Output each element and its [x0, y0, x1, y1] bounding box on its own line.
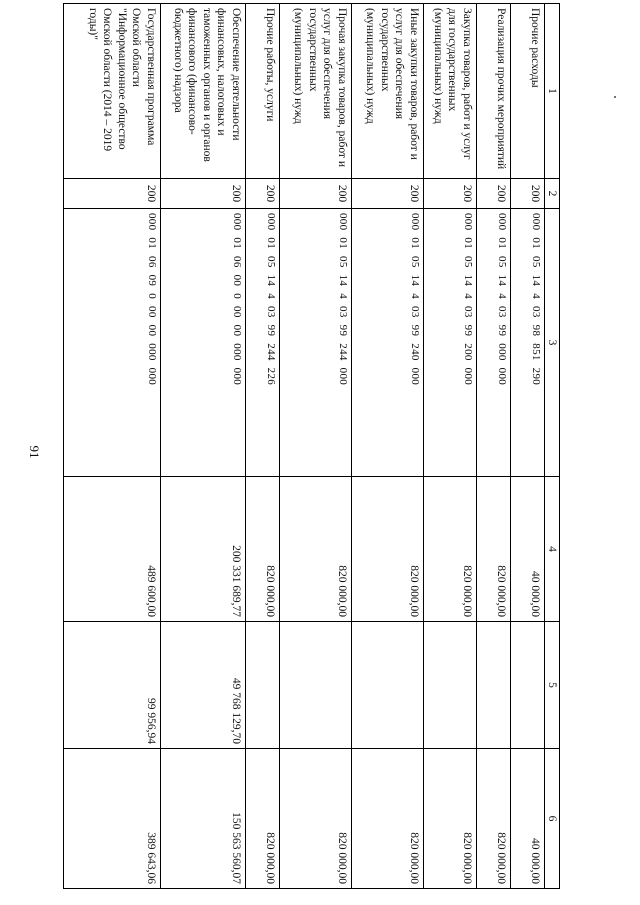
admin-code-cell: 200: [423, 179, 476, 209]
amount-cell-c5: [510, 622, 544, 749]
code-segment: 03: [529, 306, 542, 318]
code-segment: 000: [230, 367, 243, 386]
amount-cell-c6: 40 000,00: [510, 749, 544, 889]
code-segment: 99: [495, 324, 508, 337]
code-segment: 01: [264, 237, 277, 250]
admin-code-cell: 200: [160, 179, 245, 209]
code-segment: 06: [145, 256, 158, 268]
code-segment: 4: [495, 293, 508, 300]
amount-cell-c6: 150 563 560,07: [160, 749, 245, 889]
code-segment: 03: [461, 306, 474, 318]
code-segment: 03: [336, 306, 349, 318]
amount-cell-c6: 820 000,00: [245, 749, 279, 889]
code-segment: 14: [461, 274, 474, 287]
code-segment: 000: [408, 213, 421, 231]
code-segment: 226: [264, 367, 277, 386]
code-segment: 99: [408, 324, 421, 337]
code-segment: 000: [230, 343, 243, 361]
code-segment: 200: [461, 343, 474, 361]
code-segment: 000: [230, 213, 243, 231]
code-segment: 000: [461, 213, 474, 231]
table-row: [63, 4, 160, 889]
code-segment: 000: [336, 213, 349, 231]
budget-code-cell: [245, 209, 279, 477]
code-segment: 03: [264, 306, 277, 318]
code-segment: 0: [230, 293, 243, 300]
rotated-table-container: [60, 3, 560, 888]
code-segment: 01: [461, 237, 474, 250]
header-cell: 3: [544, 209, 559, 477]
header-cell: 4: [544, 477, 559, 622]
amount-cell-c4: 820 000,00: [423, 477, 476, 622]
code-segment: 99: [461, 324, 474, 337]
code-segment: 14: [336, 274, 349, 287]
code-segment: 290: [529, 367, 542, 386]
budget-code-cell: [351, 209, 423, 477]
code-segment: 000: [264, 213, 277, 231]
code-segment: 14: [408, 274, 421, 287]
table-row: [279, 4, 351, 889]
code-segment: 00: [145, 306, 158, 318]
admin-code-cell: 200: [351, 179, 423, 209]
code-segment: 05: [495, 256, 508, 268]
table-row: [160, 4, 245, 889]
budget-code-cell: [510, 209, 544, 477]
code-segment: 00: [230, 274, 243, 287]
amount-cell-c5: [423, 622, 476, 749]
amount-cell-c4: 820 000,00: [279, 477, 351, 622]
expenditure-table: [63, 3, 560, 889]
code-segment: 05: [408, 256, 421, 268]
scan-speck: [614, 96, 616, 98]
code-segment: 4: [529, 293, 542, 300]
code-segment: 98: [529, 324, 542, 337]
code-segment: 14: [264, 274, 277, 287]
budget-code-cell: [423, 209, 476, 477]
code-segment: 99: [264, 324, 277, 337]
code-segment: 000: [408, 367, 421, 386]
code-segment: 244: [336, 343, 349, 361]
amount-cell-c4: 820 000,00: [245, 477, 279, 622]
code-segment: 4: [461, 293, 474, 300]
code-segment: 4: [264, 293, 277, 300]
amount-cell-c4: 200 331 689,77: [160, 477, 245, 622]
row-name-cell: Закупка товаров, работ и услуг для государственных (муниципальных) нужд: [423, 4, 476, 179]
budget-code-cell: [160, 209, 245, 477]
table-row: [510, 4, 544, 889]
code-segment: 03: [495, 306, 508, 318]
amount-cell-c6: 389 643,06: [63, 749, 160, 889]
row-name-cell: Прочие работы, услуги: [245, 4, 279, 179]
table-row: [351, 4, 423, 889]
admin-code-cell: 200: [279, 179, 351, 209]
code-segment: 00: [145, 324, 158, 337]
header-cell: 2: [544, 179, 559, 209]
code-segment: 000: [529, 213, 542, 231]
amount-cell-c6: 820 000,00: [476, 749, 510, 889]
row-name-cell: Государственная программа Омской области "Информационное общество Омской области (2014 – 2019 годы)": [63, 4, 160, 179]
budget-code-cell: [63, 209, 160, 477]
code-segment: 244: [264, 343, 277, 361]
code-segment: 01: [336, 237, 349, 250]
code-segment: 000: [461, 367, 474, 386]
table-row: [423, 4, 476, 889]
amount-cell-c4: 40 000,00: [510, 477, 544, 622]
code-segment: 05: [264, 256, 277, 268]
header-cell: 6: [544, 749, 559, 889]
table-row: [245, 4, 279, 889]
code-segment: 05: [529, 256, 542, 268]
code-segment: 01: [408, 237, 421, 250]
code-segment: 01: [145, 237, 158, 250]
code-segment: 851: [529, 343, 542, 361]
budget-code-cell: [279, 209, 351, 477]
admin-code-cell: 200: [63, 179, 160, 209]
row-name-cell: Реализация прочих мероприятий: [476, 4, 510, 179]
header-row: [544, 4, 559, 889]
code-segment: 05: [336, 256, 349, 268]
admin-code-cell: 200: [245, 179, 279, 209]
amount-cell-c4: 820 000,00: [351, 477, 423, 622]
code-segment: 000: [336, 367, 349, 386]
code-segment: 05: [461, 256, 474, 268]
amount-cell-c4: 820 000,00: [476, 477, 510, 622]
code-segment: 14: [529, 274, 542, 287]
table-row: [476, 4, 510, 889]
code-segment: 000: [145, 213, 158, 231]
header-cell: 5: [544, 622, 559, 749]
code-segment: 000: [495, 367, 508, 386]
amount-cell-c5: 49 768 129,70: [160, 622, 245, 749]
amount-cell-c5: [476, 622, 510, 749]
admin-code-cell: 200: [476, 179, 510, 209]
code-segment: 4: [336, 293, 349, 300]
amount-cell-c6: 820 000,00: [351, 749, 423, 889]
budget-code-cell: [476, 209, 510, 477]
code-segment: 01: [529, 237, 542, 250]
code-segment: 000: [495, 343, 508, 361]
row-name-cell: Прочие расходы: [510, 4, 544, 179]
code-segment: 00: [230, 324, 243, 337]
admin-code-cell: 200: [510, 179, 544, 209]
code-segment: 03: [408, 306, 421, 318]
code-segment: 01: [230, 237, 243, 250]
code-segment: 240: [408, 343, 421, 361]
code-segment: 99: [336, 324, 349, 337]
code-segment: 000: [145, 367, 158, 386]
amount-cell-c6: 820 000,00: [423, 749, 476, 889]
amount-cell-c5: 99 956,94: [63, 622, 160, 749]
row-name-cell: Прочая закупка товаров, работ и услуг для обеспечения государственных (муниципальных) нужд: [279, 4, 351, 179]
code-segment: 00: [230, 306, 243, 318]
row-name-cell: Обеспечение деятельности финансовых, налоговых и таможенных органов и органов финансового (финансово-бюджетного) надзора: [160, 4, 245, 179]
code-segment: 09: [145, 274, 158, 287]
page-number: 91: [27, 445, 42, 459]
code-segment: 000: [495, 213, 508, 231]
code-segment: 14: [495, 274, 508, 287]
amount-cell-c5: [279, 622, 351, 749]
amount-cell-c4: 489 600,00: [63, 477, 160, 622]
code-segment: 0: [145, 293, 158, 300]
amount-cell-c6: 820 000,00: [279, 749, 351, 889]
header-cell: 1: [544, 4, 559, 179]
code-segment: 06: [230, 256, 243, 268]
code-segment: 000: [145, 343, 158, 361]
amount-cell-c5: [351, 622, 423, 749]
row-name-cell: Иные закупки товаров, работ и услуг для обеспечения государственных (муниципальных) нужд: [351, 4, 423, 179]
code-segment: 01: [495, 237, 508, 250]
amount-cell-c5: [245, 622, 279, 749]
code-segment: 4: [408, 293, 421, 300]
